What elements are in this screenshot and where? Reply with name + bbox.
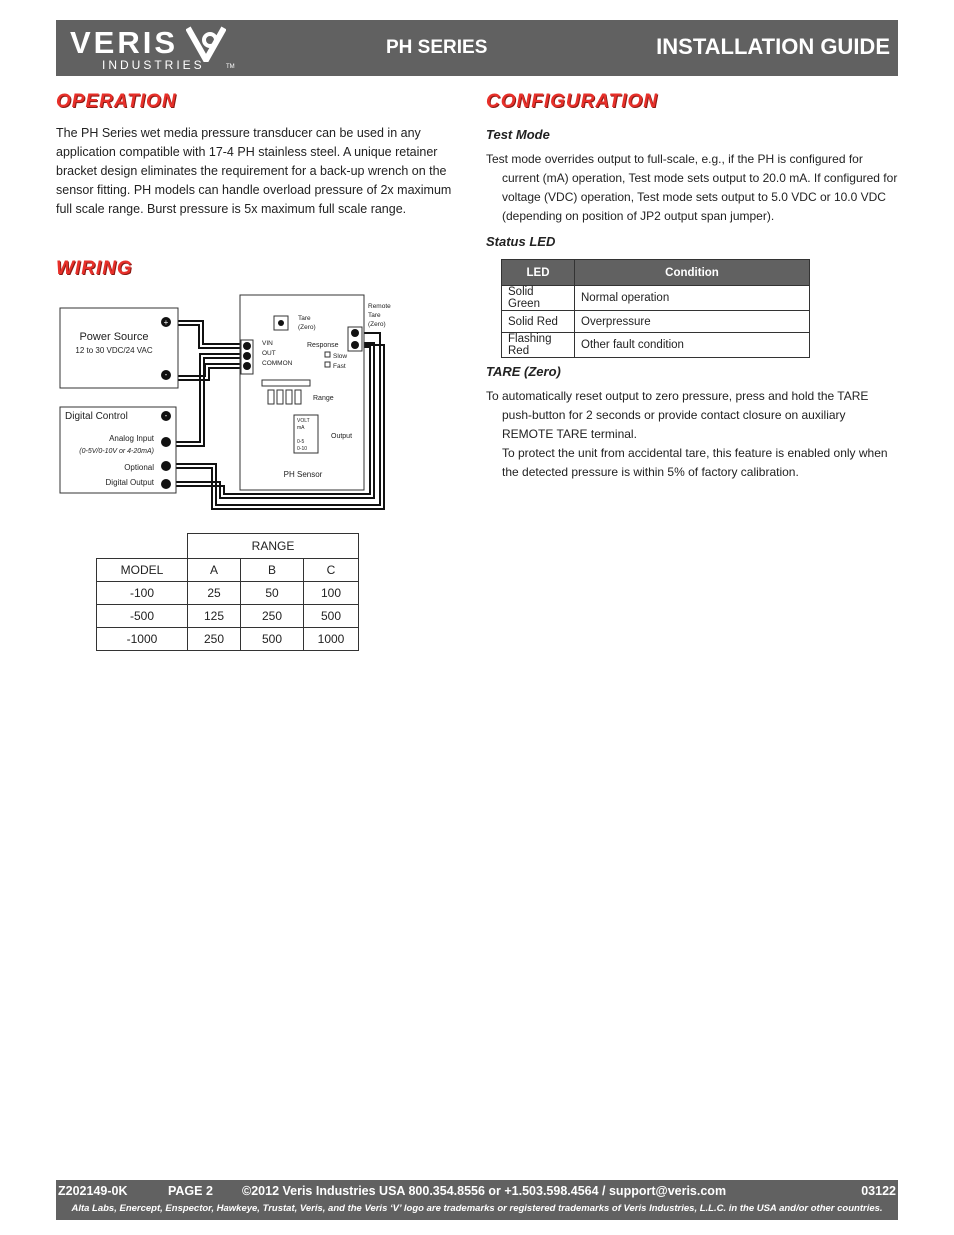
footer-trademarks: Alta Labs, Enercept, Enspector, Hawkeye, Trustat, Veris, and the Veris ‘V’ logo are trademarks or registered trademarks of Veris Industries, L.L.C. in the USA and/or other countries. xyxy=(71,1203,883,1214)
vin-label: VIN xyxy=(262,340,273,347)
range-jumper-4 xyxy=(295,390,301,404)
table-row xyxy=(97,605,359,628)
tare-heading: TARE (Zero) xyxy=(486,364,561,379)
range-header-bar xyxy=(262,380,310,386)
range-cell: 500 xyxy=(304,605,359,628)
analog-input-label: Analog Input xyxy=(109,434,154,443)
logo-sub: INDUSTRIES xyxy=(102,58,205,72)
ph-sensor-label: PH Sensor xyxy=(283,470,323,479)
analog-input-spec: (0-5V/0-10V or 4-20mA) xyxy=(79,448,154,455)
remote-tare-label: Tare xyxy=(368,312,381,319)
digital-control-label: Digital Control xyxy=(65,411,128,422)
led-header-led: LED xyxy=(502,260,575,286)
common-label: COMMON xyxy=(262,360,293,367)
status-led-table xyxy=(501,259,810,358)
range-header-a: A xyxy=(188,559,241,582)
range-jumper-2 xyxy=(277,390,283,404)
range-cell: -1000 xyxy=(97,628,188,651)
footer-page: PAGE 2 xyxy=(168,1184,213,1198)
range-table-title-row xyxy=(97,534,359,559)
test-mode-body: Test mode overrides output to full-scale, e.g., if the PH is configured for current (mA) operation, Test mode sets output to 20.0 mA. If configured for voltage (VDC) operation, Test mode sets output to 5.0 VDC or 10.0 VDC (depending on position of JP2 output span jumper). xyxy=(486,152,898,223)
table-row xyxy=(502,286,810,311)
vin-terminal xyxy=(243,342,251,350)
tare-body-2: To protect the unit from accidental tare, this feature is enabled only when the detected pressure is within 5% of factory calibration. xyxy=(502,446,888,479)
tare-button-dot xyxy=(278,320,284,326)
digital-output-terminal xyxy=(161,479,171,489)
led-cell: Solid Red xyxy=(502,311,575,333)
optional-terminal xyxy=(161,461,171,471)
out-terminal xyxy=(243,352,251,360)
footer-copyright: ©2012 Veris Industries USA 800.354.8556 or +1.503.598.4564 / support@veris.com xyxy=(242,1184,727,1198)
range-table xyxy=(96,533,359,651)
slow-switch xyxy=(325,352,330,357)
out-label: OUT xyxy=(262,350,276,357)
range-cell: 500 xyxy=(241,628,304,651)
veris-logo xyxy=(66,24,246,74)
range-jumper-3 xyxy=(286,390,292,404)
test-mode-heading: Test Mode xyxy=(486,127,550,142)
led-table-header-row xyxy=(502,260,810,286)
range-label-cell: RANGE xyxy=(188,534,359,559)
remote-tare-terminal-2 xyxy=(351,341,359,349)
digital-control-minus-sign: - xyxy=(164,411,168,420)
slow-label: Slow xyxy=(333,353,348,360)
led-cell: Overpressure xyxy=(575,311,810,333)
table-row xyxy=(97,628,359,651)
fast-switch xyxy=(325,362,330,367)
led-cell: Normal operation xyxy=(575,286,810,311)
span-010-label: 0-10 xyxy=(297,446,308,452)
analog-input-terminal xyxy=(161,437,171,447)
series-title: PH SERIES xyxy=(386,37,488,58)
page-footer xyxy=(56,1180,898,1220)
range-jumper-1 xyxy=(268,390,274,404)
range-cell: 250 xyxy=(241,605,304,628)
power-plus-sign: + xyxy=(163,318,169,327)
led-cell: Other fault condition xyxy=(575,333,810,358)
veris-v-logo-icon xyxy=(186,26,226,62)
range-cell: 100 xyxy=(304,582,359,605)
table-row xyxy=(97,582,359,605)
volt-label: VOLT xyxy=(297,418,310,424)
range-label: Range xyxy=(313,395,334,402)
table-row xyxy=(502,333,810,358)
footer-doc-id: Z202149-0K xyxy=(58,1184,128,1198)
tare-label: Tare xyxy=(298,315,311,322)
logo-trademark: TM xyxy=(226,64,235,70)
page-header xyxy=(56,20,898,76)
power-source-label: Power Source xyxy=(79,331,149,343)
common-terminal xyxy=(243,362,251,370)
configuration-heading: CONFIGURATION xyxy=(486,91,659,112)
range-header-c: C xyxy=(304,559,359,582)
fast-label: Fast xyxy=(333,363,346,370)
power-minus-sign: - xyxy=(164,370,168,379)
table-row xyxy=(502,311,810,333)
test-mode-body-wrap xyxy=(486,150,900,226)
wire-common xyxy=(168,364,244,376)
operation-body: The PH Series wet media pressure transducer can be used in any application compatible with 17-4 PH stainless steel. A unique retainer bracket design eliminates the requirement for a back-up wrench on the sensor fitting. PH models can handle overload pressure of 2x maximum full scale range. Burst pressure is 5x maximum full scale range. xyxy=(56,126,452,216)
range-cell: 125 xyxy=(188,605,241,628)
range-cell: 1000 xyxy=(304,628,359,651)
status-led-heading: Status LED xyxy=(486,234,556,249)
output-label: Output xyxy=(331,433,353,440)
range-header-model: MODEL xyxy=(97,559,188,582)
range-cell: 25 xyxy=(188,582,241,605)
guide-title: INSTALLATION GUIDE xyxy=(656,34,890,59)
wiring-diagram xyxy=(56,292,396,517)
logo-brand: VERIS xyxy=(70,25,179,60)
range-cell: -100 xyxy=(97,582,188,605)
operation-heading: OPERATION xyxy=(56,91,177,112)
tare-body-wrap xyxy=(486,387,900,482)
power-source-spec: 12 to 30 VDC/24 VAC xyxy=(75,346,153,355)
range-cell: -500 xyxy=(97,605,188,628)
wiring-heading: WIRING xyxy=(56,258,133,279)
optional-label: Optional xyxy=(124,463,154,472)
span-05-label: 0-5 xyxy=(297,439,305,445)
digital-output-label: Digital Output xyxy=(105,478,154,487)
ma-label: mA xyxy=(297,425,305,431)
range-header-b: B xyxy=(241,559,304,582)
remote-label: Remote xyxy=(368,303,391,310)
range-table-header-row xyxy=(97,559,359,582)
led-header-condition: Condition xyxy=(575,260,810,286)
remote-tare-terminal-1 xyxy=(351,329,359,337)
range-cell: 250 xyxy=(188,628,241,651)
led-cell: Flashing Red xyxy=(502,333,575,358)
response-label: Response xyxy=(307,342,339,349)
led-cell: Solid Green xyxy=(502,286,575,311)
footer-code: 03122 xyxy=(861,1184,896,1198)
tare-body-1: To automatically reset output to zero pressure, press and hold the TARE push-button for 2 seconds or provide contact closure on auxiliary REMOTE TARE terminal. xyxy=(486,389,869,441)
remote-zero-label: (Zero) xyxy=(368,321,386,328)
tare-zero-label: (Zero) xyxy=(298,324,316,331)
range-cell: 50 xyxy=(241,582,304,605)
